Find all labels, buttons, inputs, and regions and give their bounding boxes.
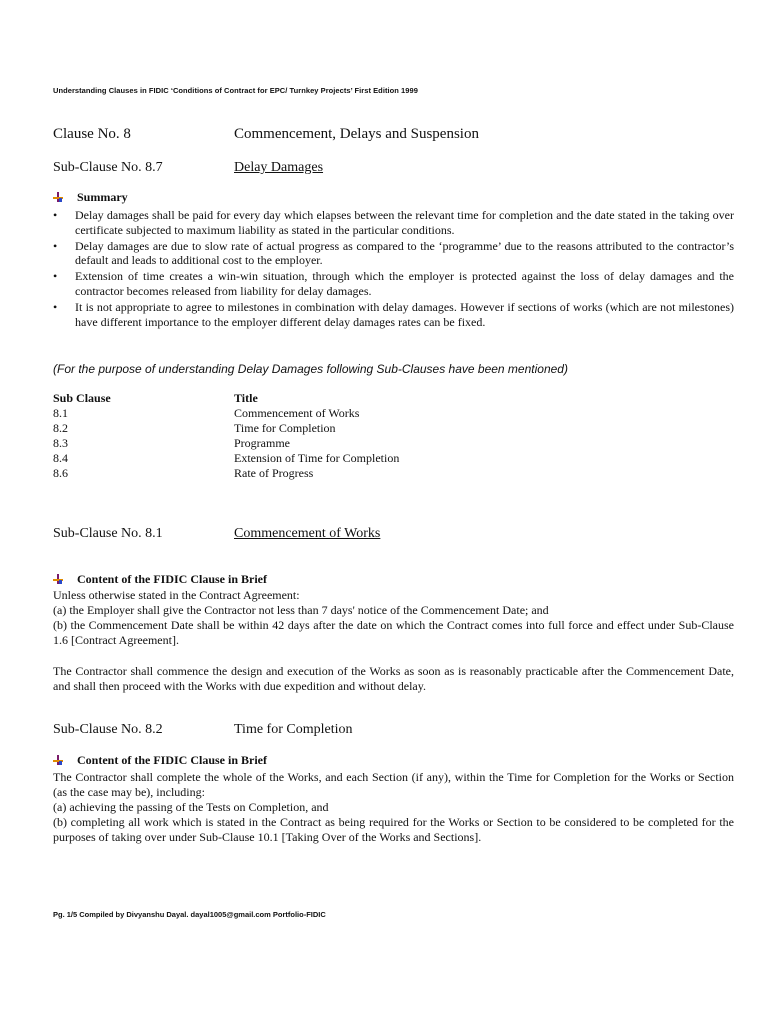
paragraph-line: (a) the Employer shall give the Contractor not less than 7 days' notice of the Commencement Date; and xyxy=(53,603,549,617)
paragraph-line: The Contractor shall complete the whole of the Works, and each Section (if any), within the Time for Completion for the Works or Section (as the case may be), including: xyxy=(53,770,734,799)
paragraph-line: (a) achieving the passing of the Tests on Completion, and xyxy=(53,800,329,814)
table-row: 8.4 Extension of Time for Completion xyxy=(53,451,400,465)
subclause-8-2-body xyxy=(53,770,734,845)
brief-heading: Content of the FIDIC Clause in Brief xyxy=(53,572,267,587)
subclause-8-1-paragraph: The Contractor shall commence the design and execution of the Works as soon as is reasonably practicable after the Commencement Date, and shall then proceed with the Works with due expedition and without delay. xyxy=(53,664,734,693)
page-header: Understanding Clauses in FIDIC ‘Conditions of Contract for EPC/ Turnkey Projects’ First Edition 1999 xyxy=(53,86,418,95)
subclause-number: Sub-Clause No. 8.7 xyxy=(53,160,163,175)
summary-heading: Summary xyxy=(53,190,128,205)
subclause-8-1-heading xyxy=(53,526,380,542)
paragraph-line: (b) completing all work which is stated in the Contract as being required for the Works or Section to be considered to be completed for the purposes of taking over under Sub-Clause 10.1 [Taking Over of the Works and Sections]. xyxy=(53,815,734,844)
subclause-8-2-heading xyxy=(53,722,353,738)
clause-heading xyxy=(53,126,479,143)
subclause-8-7-heading xyxy=(53,160,323,176)
list-item: • Delay damages are due to slow rate of actual progress as compared to the ‘programme’ due to the reasons attributed to the contractor’s default and leads to additional cost to the employer. xyxy=(53,239,734,269)
table-row: 8.3 Programme xyxy=(53,436,290,450)
purpose-note: (For the purpose of understanding Delay Damages following Sub-Clauses have been mentioned) xyxy=(53,362,568,376)
subclause-number: Sub-Clause No. 8.1 xyxy=(53,526,163,541)
bullet-marker-icon xyxy=(53,192,63,202)
brief-heading: Content of the FIDIC Clause in Brief xyxy=(53,753,267,768)
subclause-table xyxy=(53,391,399,481)
table-row: 8.1 Commencement of Works xyxy=(53,406,360,420)
table-header-row xyxy=(53,391,399,406)
paragraph-line: Unless otherwise stated in the Contract Agreement: xyxy=(53,588,300,602)
clause-number: Clause No. 8 xyxy=(53,126,131,142)
clause-title: Commencement, Delays and Suspension xyxy=(234,126,479,142)
table-row: 8.2 Time for Completion xyxy=(53,421,336,435)
list-item: • It is not appropriate to agree to milestones in combination with delay damages. However if sections of works (which are not milestones) have different importance to the employer different delay damages rates can be fixed. xyxy=(53,300,734,330)
page-footer: Pg. 1/5 Compiled by Divyanshu Dayal. dayal1005@gmail.com Portfolio-FIDIC xyxy=(53,910,326,919)
subclause-title: Time for Completion xyxy=(234,722,353,737)
column-header: Title xyxy=(234,391,258,405)
subclause-title: Commencement of Works xyxy=(234,526,381,541)
paragraph-line: (b) the Commencement Date shall be within 42 days after the date on which the Contract comes into full force and effect under Sub-Clause 1.6 [Contract Agreement]. xyxy=(53,618,734,647)
bullet-marker-icon xyxy=(53,755,63,765)
subclause-8-1-body xyxy=(53,588,734,648)
summary-bullet-list xyxy=(53,208,734,330)
subclause-number: Sub-Clause No. 8.2 xyxy=(53,722,163,737)
column-header: Sub Clause xyxy=(53,391,111,405)
subclause-title: Delay Damages xyxy=(234,160,324,175)
list-item: • Extension of time creates a win-win situation, through which the employer is protected against the loss of delay damages and the contractor becomes released from liability for delay damages. xyxy=(53,269,734,299)
list-item: • Delay damages shall be paid for every day which elapses between the relevant time for completion and the date stated in the taking over certificate subjected to maximum liability as stated in the particular conditions. xyxy=(53,208,734,238)
table-row: 8.6 Rate of Progress xyxy=(53,466,314,480)
bullet-marker-icon xyxy=(53,574,63,584)
